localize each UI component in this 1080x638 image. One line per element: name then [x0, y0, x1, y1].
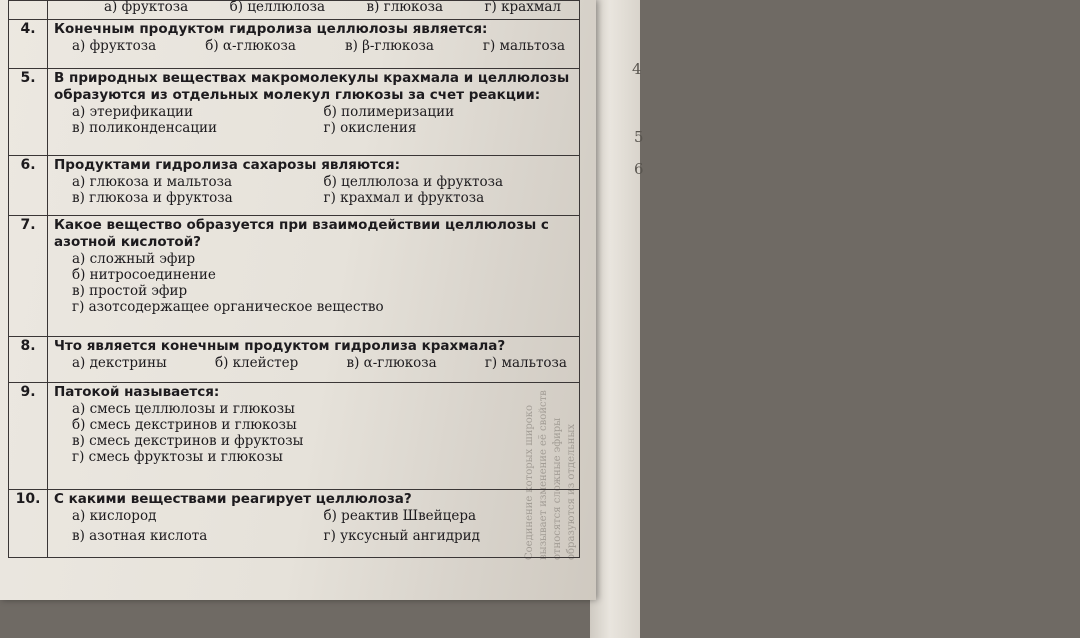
- question-number: 10.: [9, 489, 48, 557]
- question-row: [9, 155, 580, 215]
- question-text: Продуктами гидролиза сахарозы являются:: [54, 156, 400, 173]
- answer-option[interactable]: г) мальтоза: [484, 355, 567, 372]
- answer-option[interactable]: б) α-глюкоза: [205, 37, 296, 54]
- answer-option[interactable]: в) α-глюкоза: [346, 355, 437, 372]
- question-cell: [48, 19, 580, 69]
- answer-option[interactable]: в) β-глюкоза: [344, 37, 434, 54]
- question-number: 7.: [9, 215, 48, 337]
- question-cell: [48, 1, 580, 20]
- question-number: [9, 1, 48, 20]
- answer-option[interactable]: а) фруктоза: [104, 0, 189, 15]
- answer-option[interactable]: а) кислород: [72, 507, 157, 524]
- answer-option[interactable]: б) целлюлоза: [229, 0, 326, 15]
- question-cell: [48, 155, 580, 215]
- answer-option[interactable]: б) реактив Швейцера: [323, 507, 477, 524]
- question-cell: [48, 215, 580, 337]
- answer-option[interactable]: г) крахмал: [484, 0, 561, 15]
- answer-option[interactable]: г) крахмал и фруктоза: [323, 189, 485, 206]
- background-page-number: 4: [632, 60, 642, 78]
- question-cell: [48, 337, 580, 382]
- answer-option[interactable]: а) смесь целлюлозы и глюкозы: [72, 400, 295, 417]
- answer-option[interactable]: б) полимеризации: [323, 104, 455, 121]
- bleed-through-text: [520, 390, 1080, 560]
- answer-option[interactable]: г) мальтоза: [482, 37, 565, 54]
- answer-option[interactable]: а) декстрины: [72, 355, 167, 372]
- question-row: [9, 69, 580, 156]
- answer-option[interactable]: в) глюкоза: [366, 0, 444, 15]
- answer-option[interactable]: в) смесь декстринов и фруктозы: [72, 432, 304, 449]
- question-row: [9, 337, 580, 382]
- question-row: [9, 382, 580, 489]
- answer-option[interactable]: б) смесь декстринов и глюкозы: [72, 416, 297, 433]
- question-cell: [48, 69, 580, 156]
- bleed-line: Соединение которых широко: [524, 404, 535, 560]
- answer-option[interactable]: г) азотсодержащее органическое вещество: [72, 298, 384, 315]
- answer-option[interactable]: б) нитросоединение: [72, 266, 216, 283]
- question-cell: [48, 489, 580, 557]
- answer-option[interactable]: в) простой эфир: [72, 282, 188, 299]
- question-row: [9, 1, 580, 20]
- answer-option[interactable]: г) окисления: [323, 120, 417, 137]
- answer-option[interactable]: г) уксусный ангидрид: [323, 527, 480, 544]
- answer-option[interactable]: б) целлюлоза и фруктоза: [323, 173, 504, 190]
- answer-option[interactable]: в) азотная кислота: [72, 527, 208, 544]
- question-number: 4.: [9, 19, 48, 69]
- question-number: 6.: [9, 155, 48, 215]
- question-number: 8.: [9, 337, 48, 382]
- answer-option[interactable]: в) глюкоза и фруктоза: [72, 189, 233, 206]
- answer-option[interactable]: а) фруктоза: [72, 37, 157, 54]
- question-text: В природных веществах макромолекулы крахмала и целлюлозы образуются из отдельных молекул глюкозы за счет реакции:: [54, 70, 570, 104]
- question-row: [9, 19, 580, 69]
- answer-option[interactable]: а) глюкоза и мальтоза: [72, 173, 233, 190]
- background-page-number: 6: [634, 160, 644, 178]
- answer-option[interactable]: в) поликонденсации: [72, 120, 218, 137]
- answer-option[interactable]: б) клейстер: [214, 355, 299, 372]
- bleed-line: образуются из отдельных: [566, 423, 577, 560]
- question-number: 9.: [9, 382, 48, 489]
- bleed-line: относятся сложные эфиры: [552, 417, 563, 560]
- question-text: Какое вещество образуется при взаимодействии целлюлозы с азотной кислотой?: [54, 216, 549, 250]
- question-text: Что является конечным продуктом гидролиза крахмала?: [54, 338, 506, 355]
- answer-option[interactable]: а) этерификации: [72, 104, 193, 121]
- question-number: 5.: [9, 69, 48, 156]
- question-text: Конечным продуктом гидролиза целлюлозы является:: [54, 20, 488, 37]
- questions-table: [8, 0, 580, 558]
- answer-option[interactable]: г) смесь фруктозы и глюкозы: [72, 448, 283, 465]
- question-cell: [48, 382, 580, 489]
- bleed-line: вызывает изменение её свойств: [538, 390, 549, 560]
- question-text: С какими веществами реагирует целлюлоза?: [54, 490, 412, 507]
- question-text: Патокой называется:: [54, 383, 220, 400]
- background-page-number: 5: [634, 128, 644, 146]
- question-row: [9, 215, 580, 337]
- answer-option[interactable]: а) сложный эфир: [72, 250, 196, 267]
- question-row: [9, 489, 580, 557]
